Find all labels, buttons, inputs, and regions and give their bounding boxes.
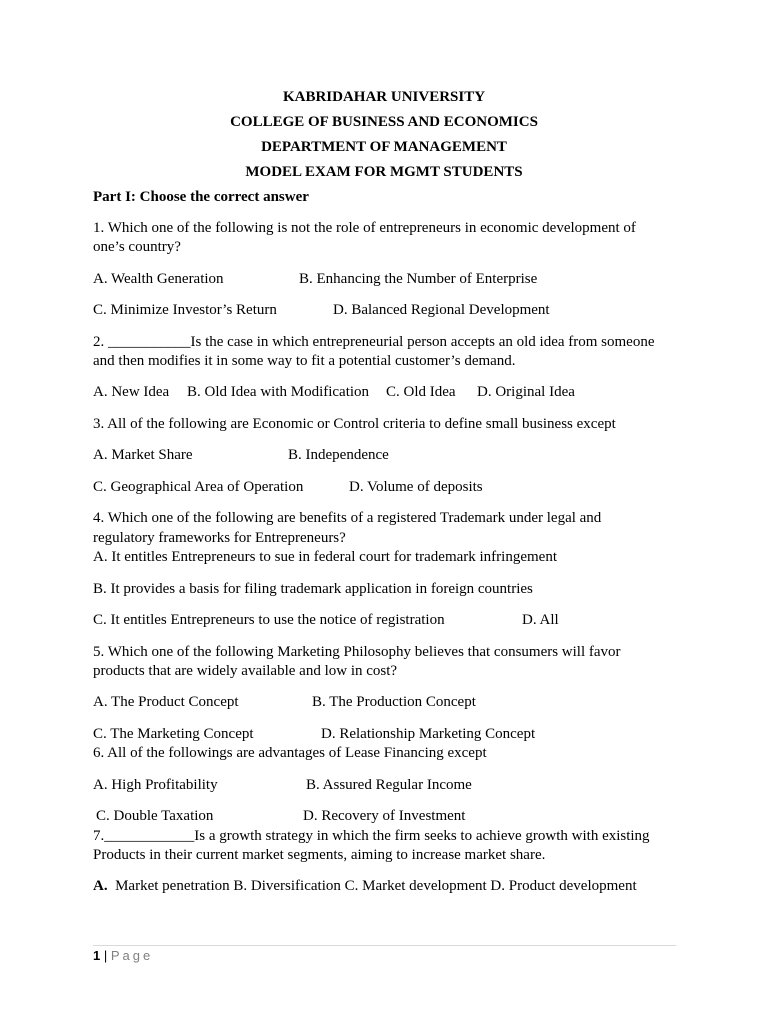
exam-title: MODEL EXAM FOR MGMT STUDENTS — [245, 164, 523, 180]
question-4-option-b: B. It provides a basis for filing trademark application in foreign countries — [93, 581, 533, 597]
question-6-option-c: C. Double Taxation — [96, 808, 214, 824]
question-6-option-b: B. Assured Regular Income — [306, 777, 472, 793]
question-4-option-a: A. It entitles Entrepreneurs to sue in federal court for trademark infringement — [93, 549, 557, 565]
question-6-option-a: A. High Profitability — [93, 777, 218, 793]
university-name: KABRIDAHAR UNIVERSITY — [282, 89, 486, 105]
question-7-option-a-label: A. — [93, 878, 108, 894]
question-5-stem-line-2: products that are widely available and low in cost? — [93, 663, 398, 679]
department-name: DEPARTMENT OF MANAGEMENT — [261, 139, 507, 155]
question-1-stem-line-1: 1. Which one of the following is not the role of entrepreneurs in economic development of — [93, 220, 636, 236]
question-1-stem-line-2: one’s country? — [93, 239, 181, 255]
college-name: COLLEGE OF BUSINESS AND ECONOMICS — [230, 114, 538, 130]
question-1-option-d: D. Balanced Regional Development — [333, 302, 550, 318]
question-7-options-text: Market penetration B. Diversification C. Market development D. Product development — [115, 878, 637, 894]
question-2-option-b: B. Old Idea with Modification — [187, 384, 370, 400]
page-number: 1 — [93, 948, 101, 963]
question-5-option-a: A. The Product Concept — [93, 694, 239, 710]
question-5-stem-line-1: 5. Which one of the following Marketing Philosophy believes that consumers will favor — [93, 644, 621, 660]
question-2-option-d: D. Original Idea — [477, 384, 575, 400]
page-footer — [93, 948, 153, 964]
question-6-stem: 6. All of the followings are advantages of Lease Financing except — [93, 745, 487, 761]
question-3-option-d: D. Volume of deposits — [349, 479, 483, 495]
question-4-option-c: C. It entitles Entrepreneurs to use the notice of registration — [93, 612, 445, 628]
question-1-option-c: C. Minimize Investor’s Return — [93, 302, 277, 318]
question-4-option-d: D. All — [522, 612, 559, 628]
question-2-stem-line-2: and then modifies it in some way to fit a potential customer’s demand. — [93, 353, 516, 369]
question-5-option-d: D. Relationship Marketing Concept — [321, 726, 536, 742]
question-1-option-a: A. Wealth Generation — [93, 271, 224, 287]
question-3-stem: 3. All of the following are Economic or Control criteria to define small business except — [93, 416, 616, 432]
question-4-stem-line-1: 4. Which one of the following are benefits of a registered Trademark under legal and — [93, 510, 602, 526]
question-7-stem-line-1: 7.____________Is a growth strategy in which the firm seeks to achieve growth with existing — [93, 828, 650, 844]
question-7-options — [93, 877, 637, 895]
question-6-option-d: D. Recovery of Investment — [303, 808, 466, 824]
part-title: Part I: Choose the correct answer — [93, 189, 309, 205]
page-label: Page — [110, 948, 154, 963]
footer-divider — [93, 945, 676, 946]
question-5-option-b: B. The Production Concept — [312, 694, 476, 710]
question-4-stem-line-2: regulatory frameworks for Entrepreneurs? — [93, 530, 346, 546]
question-2-option-c: C. Old Idea — [386, 384, 456, 400]
question-5-option-c: C. The Marketing Concept — [93, 726, 254, 742]
question-2-stem-line-1: 2. ___________Is the case in which entrepreneurial person accepts an old idea from someone — [93, 334, 655, 350]
question-2-option-a: A. New Idea — [93, 384, 170, 400]
question-3-option-a: A. Market Share — [93, 447, 193, 463]
footer-separator: | — [103, 948, 108, 963]
question-3-option-c: C. Geographical Area of Operation — [93, 479, 304, 495]
question-7-stem-line-2: Products in their current market segments, aiming to increase market share. — [93, 847, 546, 863]
question-3-option-b: B. Independence — [288, 447, 389, 463]
question-1-option-b: B. Enhancing the Number of Enterprise — [299, 271, 538, 287]
